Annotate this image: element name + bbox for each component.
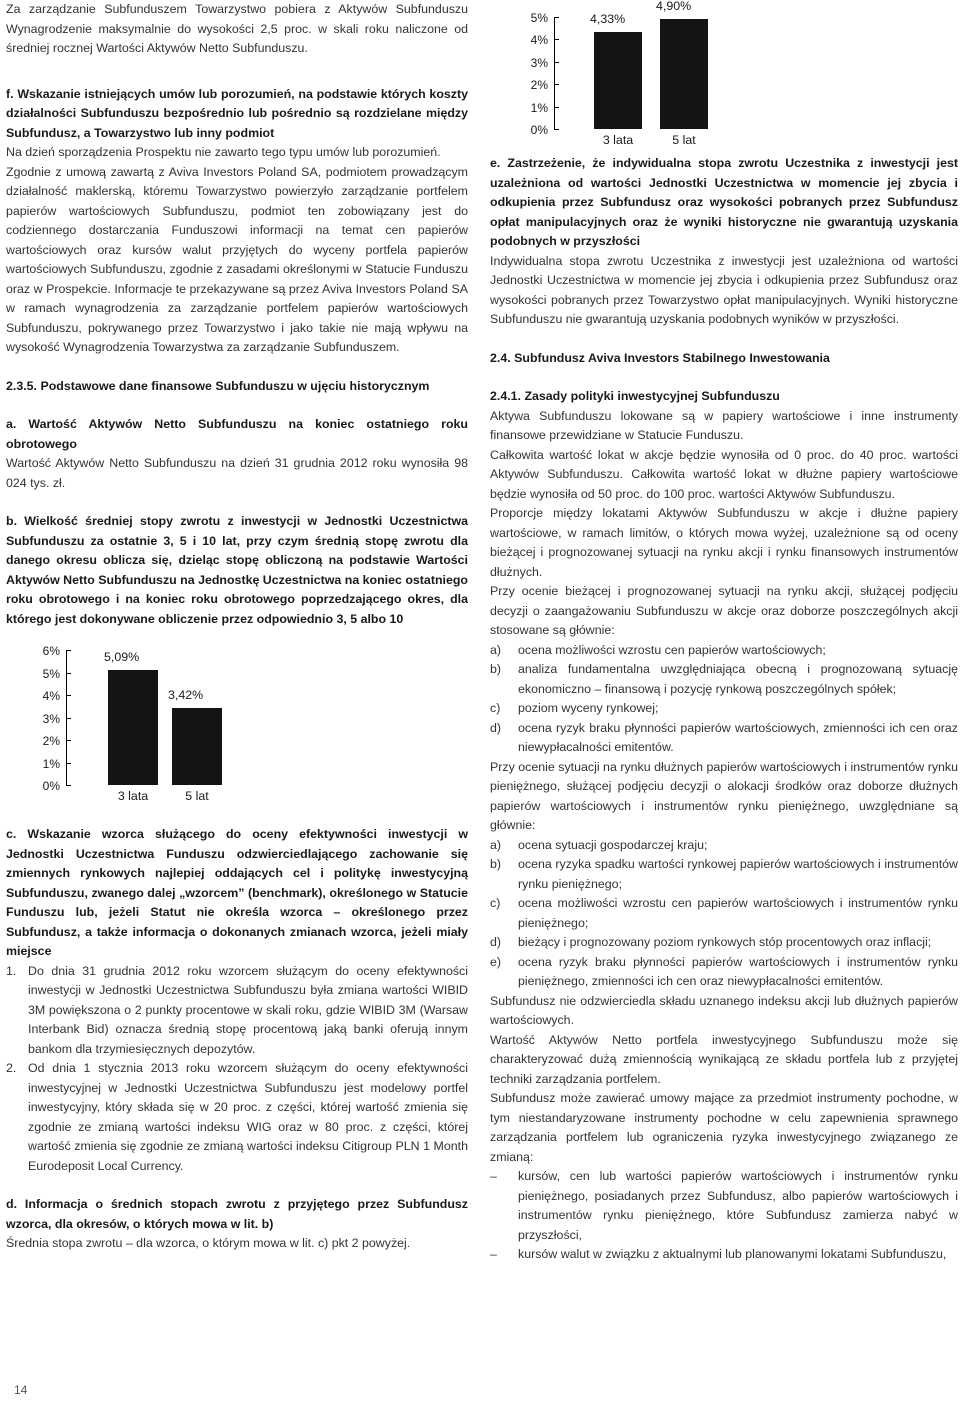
- bar-value-label: 5,09%: [104, 650, 140, 665]
- debt-criteria-item: [490, 953, 958, 992]
- page-number: 14: [14, 1383, 28, 1397]
- y-tick-mark: [554, 62, 559, 63]
- y-tick-mark: [66, 740, 71, 741]
- section-e-text: Indywidualna stopa zwrotu Uczestnika z inwestycji jest uzależniona od wartości Jednostki Uczestnictwa w momencie jej zbycia i odkupienia przez Subfundusz oraz wysokości pobranych przez Towarzystwo opłat manipulacyjnych. Wyniki historyczne Subfunduszu nie gwarantują uzyskania podobnych wyników w przyszłości.: [490, 253, 958, 326]
- policy-paragraph-3: Proporcje między lokatami Aktywów Subfunduszu w akcje i dłużne papiery wartościowe, w ramach limitów, o których mowa wyżej, uzależnione są od oceny bieżącej i prognozowanej sytuacji na rynku akcji i rynku finansowych instrumentów dłużnych.: [490, 506, 958, 579]
- y-tick-label: 0%: [530, 123, 548, 137]
- debt-criteria-text: ocena ryzyka spadku wartości rynkowej papierów wartościowych i instrumentów rynku pieniężnego;: [518, 857, 958, 891]
- left-column: [6, 0, 468, 1254]
- y-tick-mark: [66, 785, 71, 786]
- policy-paragraph-1: Aktywa Subfunduszu lokowane są w papiery wartościowe i inne instrumenty finansowe przewidziane w Statucie Funduszu.: [490, 408, 958, 442]
- bar-chart-subfund-returns: [22, 643, 262, 815]
- benchmark-list-marker: 2.: [6, 1061, 17, 1075]
- equity-criteria-text: poziom wyceny rynkowej;: [518, 701, 659, 715]
- equity-criteria-text: ocena ryzyk braku płynności papierów wartościowych, zmienności ich cen oraz niewypłacalności emitentów.: [518, 720, 958, 754]
- y-tick-label: 2%: [530, 78, 548, 92]
- benchmark-list-text: Od dnia 1 stycznia 2013 roku wzorcem służącym do oceny efektywności inwestycyjnej w Jednostki Uczestnictwa Subfunduszu jest modelowy portfel inwestycyjny, który składa się w 20 proc. z części, której wartość zmienia się zgodnie ze zmianą wartości indeksu WIG oraz w 80 proc. z części, której wartość zmienia się zgodnie ze zmianą wartości indeksu Citigroup PLN 1 Month Eurodeposit Local Currency.: [28, 1061, 468, 1173]
- equity-criteria-item: [490, 660, 958, 699]
- bar-1: [594, 32, 642, 129]
- debt-criteria-text: ocena ryzyk braku płynności papierów wartościowych i instrumentów rynku pieniężnego, zmienności ich cen oraz niewypłacalności emitentów.: [518, 954, 958, 988]
- y-tick-label: 1%: [42, 756, 60, 771]
- y-tick-label: 6%: [42, 644, 60, 658]
- debt-criteria-text: ocena możliwości wzrostu cen papierów wartościowych i instrumentów rynku pieniężnego;: [518, 896, 958, 930]
- y-tick-label: 4%: [530, 33, 548, 47]
- section-241-heading: 2.4.1. Zasady polityki inwestycyjnej Subfunduszu: [490, 389, 780, 403]
- benchmark-list-item: [6, 962, 468, 1060]
- debt-criteria-marker: c): [490, 896, 501, 910]
- bar-chart-benchmark-returns: [510, 0, 750, 152]
- section-a-text: Wartość Aktywów Netto Subfunduszu na dzień 31 grudnia 2012 roku wynosiła 98 024 tys. zł.: [6, 456, 468, 490]
- y-tick-label: 4%: [42, 689, 60, 703]
- derivatives-item: [490, 1245, 958, 1265]
- derivatives-text: kursów, cen lub wartości papierów wartościowych i instrumentów rynku pieniężnego, posiadanych przez Subfundusz, albo papierów wartościowych i instrumentów rynku pieniężnego, które Subfundusz zamierza nabyć w przyszłości,: [518, 1169, 958, 1242]
- y-tick-mark: [554, 84, 559, 85]
- section-d-text: Średnia stopa zwrotu – dla wzorca, o którym mowa w lit. c) pkt 2 powyżej.: [6, 1236, 411, 1250]
- policy-paragraph-6: Subfundusz nie odzwierciedla składu uznanego indeksu akcji lub dłużnych papierów wartościowych.: [490, 993, 958, 1027]
- equity-criteria-text: analiza fundamentalna uwzględniająca obecną i prognozowaną sytuację ekonomiczno – finansową i pozycję rynkową poszczególnych spółek;: [518, 662, 958, 696]
- section-235-heading: 2.3.5. Podstawowe dane finansowe Subfunduszu w ujęciu historycznym: [6, 378, 430, 393]
- y-tick-label: 1%: [530, 100, 548, 115]
- policy-paragraph-4: Przy ocenie bieżącej i prognozowanej sytuacji na rynku akcji, służącej podjęciu decyzji o zaangażowaniu Subfunduszu w akcje oraz doborze poszczególnych akcji stosowane są głównie:: [490, 584, 958, 637]
- derivatives-marker: –: [490, 1247, 497, 1261]
- y-tick-label: 0%: [42, 779, 60, 793]
- section-e-heading: e. Zastrzeżenie, że indywidualna stopa zwrotu Uczestnika z inwestycji jest uzależniona od wartości Jednostki Uczestnictwa w momencie jej zbycia i odkupienia przez Subfundusz oraz wysokości pobranych przez Subfundusz opłat manipulacyjnych oraz że wyniki historyczne nie gwarantują uzyskania podobnych w przyszłości: [490, 156, 958, 248]
- debt-criteria-marker: b): [490, 857, 502, 871]
- debt-criteria-item: [490, 836, 958, 856]
- y-tick-label: 3%: [530, 55, 548, 70]
- debt-criteria-list: [490, 836, 958, 992]
- equity-criteria-item: [490, 719, 958, 758]
- derivatives-item: [490, 1167, 958, 1245]
- derivatives-marker: –: [490, 1169, 497, 1183]
- section-f-heading: f. Wskazanie istniejących umów lub porozumień, na podstawie których koszty działalności Subfunduszu bezpośrednio lub pośrednio są rozdzielane między Subfundusz, a Towarzystwo lub inny podmiot: [6, 86, 468, 140]
- y-axis-line: [554, 17, 555, 130]
- y-tick-label: 2%: [42, 734, 60, 748]
- equity-criteria-marker: a): [490, 642, 502, 657]
- bar-value-label: 4,90%: [656, 0, 692, 13]
- policy-paragraph-2: Całkowita wartość lokat w akcje będzie wynosiła od 0 proc. do 40 proc. wartości Aktywów Subfunduszu. Całkowita wartość lokat w dłużne papiery wartościowe będzie wynosiła od 50 proc. do 100 proc. wartości Aktywów Subfunduszu.: [490, 447, 958, 501]
- debt-criteria-text: ocena sytuacji gospodarczej kraju;: [518, 837, 708, 852]
- policy-paragraph-8: Subfundusz może zawierać umowy mające za przedmiot instrumenty pochodne, w tym niestandaryzowane instrumenty pochodne w celu zapewnienia sprawnego zarządzania portfelem lub ograniczenia ryzyka inwestycyjnego związanego ze zmianą:: [490, 1091, 958, 1164]
- section-f-paragraph-2: Zgodnie z umową zawartą z Aviva Investors Poland SA, podmiotem prowadzącym działalność maklerską, któremu Towarzystwo powierzyło zarządzanie portfelem papierów wartościowych Subfunduszu, podmiot ten zobowiązany jest do codziennego dostarczania Funduszowi informacji na temat cen papierów wartościowych oraz kursów walut przyjętych do wyceny portfela papierów wartościowych Subfunduszu, zgodnie z zasadami określonymi w Statucie Funduszu oraz w Prospekcie. Informacje te przekazywane są przez Aviva Investors Poland SA w ramach wynagrodzenia za zarządzanie portfelem papierów wartościowych Subfunduszu, pokrywanego przez Towarzystwo i jako takie nie mają wpływu na wysokość Wynagrodzenia Towarzystwa za zarządzanie Subfunduszem.: [6, 164, 468, 354]
- benchmark-list-text: Do dnia 31 grudnia 2012 roku wzorcem służącym do oceny efektywności inwestycji w Jednostki Uczestnictwa Subfunduszu była zmiana wartości WIBID 3M powiększona o 2 punkty procentowe w skali roku, gdzie WIBID 3M (Warsaw Interbank Bid) oznacza średnią stopę procentową jaką banki oferują innym bankom dla trzymiesięcznych depozytów.: [28, 963, 468, 1056]
- bar-value-label: 4,33%: [590, 11, 626, 26]
- y-tick-label: 5%: [530, 10, 548, 25]
- benchmark-list-item: [6, 1059, 468, 1176]
- category-label: 3 lata: [602, 133, 634, 147]
- y-tick-mark: [554, 107, 559, 108]
- category-label: 5 lat: [185, 789, 209, 803]
- debt-criteria-marker: e): [490, 954, 502, 969]
- equity-criteria-text: ocena możliwości wzrostu cen papierów wartościowych;: [518, 642, 826, 657]
- section-f-paragraph-1: Na dzień sporządzenia Prospektu nie zawarto tego typu umów lub porozumień.: [6, 145, 441, 159]
- category-label: 5 lat: [672, 133, 696, 147]
- y-tick-mark: [66, 673, 71, 674]
- policy-paragraph-7: Wartość Aktywów Netto portfela inwestycyjnego Subfunduszu może się charakteryzować dużą zmiennością wynikającą ze składu portfela lub z przyjętej techniki zarządzania portfelem.: [490, 1032, 958, 1086]
- section-c-list: [6, 962, 468, 1177]
- equity-criteria-list: [490, 641, 958, 758]
- y-tick-mark: [66, 650, 71, 651]
- y-tick-mark: [554, 17, 559, 18]
- bar-2: [660, 19, 708, 129]
- y-tick-mark: [66, 695, 71, 696]
- policy-paragraph-5: Przy ocenie sytuacji na rynku dłużnych papierów wartościowych i instrumentów rynku pieniężnego, służącej podjęciu decyzji o alokacji środków oraz doborze dłużnych papierów wartościowych i instrumentów rynku pieniężnego, uwzględniane są głównie:: [490, 759, 958, 832]
- bar-value-label: 3,42%: [168, 688, 204, 703]
- derivatives-list: [490, 1167, 958, 1265]
- y-tick-mark: [554, 39, 559, 40]
- debt-criteria-text: bieżący i prognozowany poziom rynkowych stóp procentowych oraz inflacji;: [518, 935, 932, 949]
- section-d-heading: d. Informacja o średnich stopach zwrotu z przyjętego przez Subfundusz wzorca, dla okresów, o których mowa w lit. b): [6, 1197, 468, 1231]
- intro-paragraph: Za zarządzanie Subfunduszem Towarzystwo pobiera z Aktywów Subfunduszu Wynagrodzenie maksymalnie do wysokości 2,5 proc. w skali roku naliczone od średniej rocznej Wartości Aktywów Netto Subfunduszu.: [6, 2, 468, 55]
- category-label: 3 lata: [117, 789, 149, 803]
- bar-2: [172, 708, 222, 785]
- y-tick-mark: [66, 763, 71, 764]
- section-24-heading: 2.4. Subfundusz Aviva Investors Stabilnego Inwestowania: [490, 350, 830, 365]
- section-b-heading: b. Wielkość średniej stopy zwrotu z inwestycji w Jednostki Uczestnictwa Subfunduszu za ostatnie 3, 5 i 10 lat, przy czym średnią stopę zwrotu dla danego okresu oblicza się, dzieląc stopę obliczoną na podstawie Wartości Aktywów Netto Subfunduszu na Jednostkę Uczestnictwa na koniec ostatniego roku obrotowego i na koniec roku obrotowego poprzedzającego okres, dla którego jest dokonywane obliczenie przez odpowiednio 3, 5 albo 10: [6, 514, 468, 626]
- bar-1: [108, 670, 158, 785]
- y-tick-label: 3%: [42, 711, 60, 726]
- section-a-heading: a. Wartość Aktywów Netto Subfunduszu na koniec ostatniego roku obrotowego: [6, 417, 468, 451]
- y-tick-label: 5%: [42, 666, 60, 681]
- debt-criteria-item: [490, 855, 958, 894]
- debt-criteria-marker: a): [490, 837, 502, 852]
- benchmark-list-marker: 1.: [6, 963, 17, 978]
- equity-criteria-item: [490, 641, 958, 661]
- debt-criteria-item: [490, 933, 958, 953]
- equity-criteria-item: [490, 699, 958, 719]
- y-tick-mark: [554, 129, 559, 130]
- derivatives-text: kursów walut w związku z aktualnymi lub planowanymi lokatami Subfunduszu,: [518, 1247, 947, 1261]
- debt-criteria-marker: d): [490, 935, 502, 949]
- equity-criteria-marker: c): [490, 701, 501, 715]
- equity-criteria-marker: d): [490, 720, 502, 735]
- right-column: [490, 0, 958, 1265]
- equity-criteria-marker: b): [490, 662, 502, 676]
- section-c-heading: c. Wskazanie wzorca służącego do oceny efektywności inwestycji w Jednostki Uczestnictwa Funduszu odzwierciedlającego zachowanie się zmiennych rynkowych najlepiej oddających cel i politykę inwestycyjną Subfunduszu, zwanego dalej „wzorcem” (benchmark), określonego w Statucie Funduszu lub, jeżeli Statut nie określa wzorca – określonego przez Subfundusz, a także informacja o dokonanych zmianach wzorca, jeżeli miały miejsce: [6, 827, 468, 958]
- y-tick-mark: [66, 718, 71, 719]
- debt-criteria-item: [490, 894, 958, 933]
